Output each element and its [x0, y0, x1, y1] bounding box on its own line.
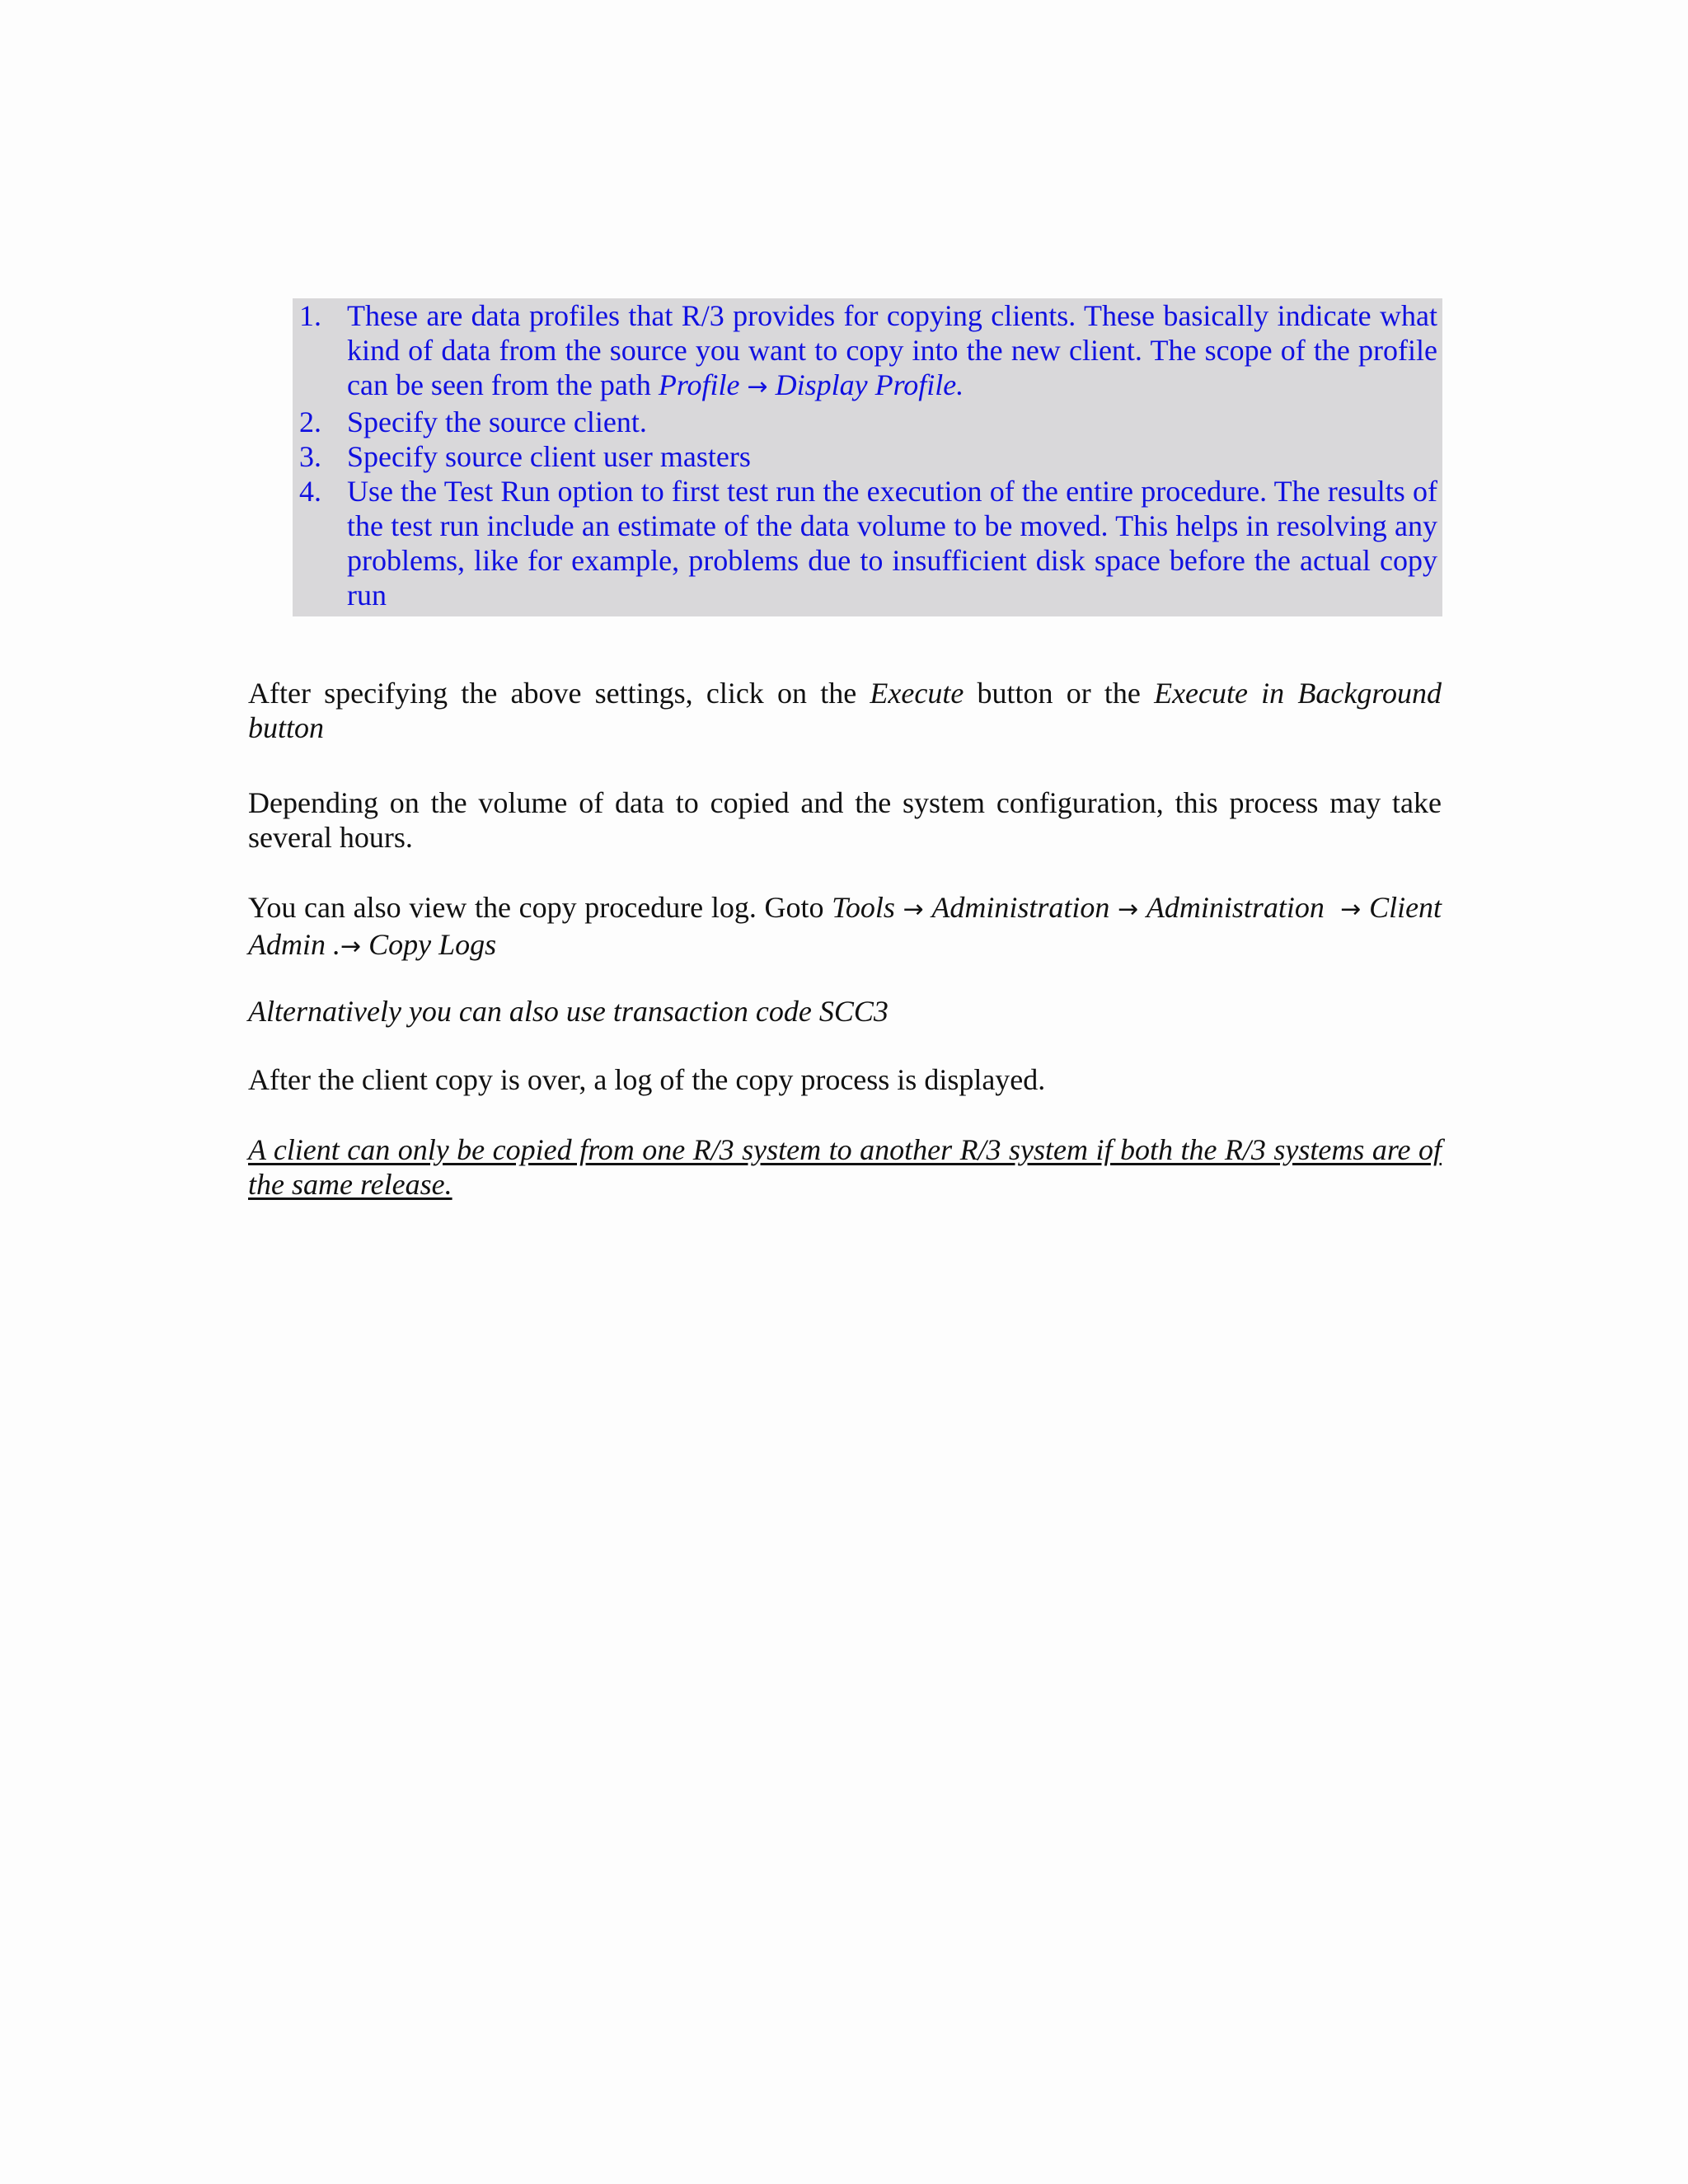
arrow-icon: → — [1340, 895, 1362, 924]
duration-paragraph: Depending on the volume of data to copied and the system configuration, this process may take several hours. — [248, 786, 1442, 854]
arrow-icon: → — [1118, 895, 1139, 924]
list-item — [299, 474, 1437, 612]
list-item-text: Use the Test Run option to first test run the execution of the entire procedure. The results of the test run include an estimate of the data volume to be moved. This helps in resolving any problems, like for example, problems due to insufficient disk space before the actual copy run — [347, 475, 1437, 612]
log-paragraph — [248, 890, 1442, 964]
release-note-paragraph: A client can only be copied from one R/3 system to another R/3 system if both the R/3 systems are of the same release. — [248, 1133, 1442, 1201]
paragraph-text: You can also view the copy procedure log. Goto — [248, 891, 832, 924]
list-item — [299, 439, 1437, 474]
paragraph-text: button or the — [964, 677, 1155, 710]
menu-client-admin: Client Admin . — [248, 891, 1442, 961]
list-number: 4. — [299, 475, 321, 508]
numbered-list — [299, 298, 1437, 612]
execute-term: Execute — [870, 677, 964, 710]
list-item — [299, 405, 1437, 439]
menu-administration: Administration — [931, 891, 1110, 924]
execute-paragraph — [248, 676, 1442, 745]
paragraph-text: After specifying the above settings, click on the — [248, 677, 870, 710]
menu-copy-logs: Copy Logs — [368, 928, 497, 961]
after-copy-paragraph: After the client copy is over, a log of the copy process is displayed. — [248, 1063, 1046, 1096]
highlighted-instruction-list — [293, 298, 1442, 616]
list-item-text: Specify the source client. — [347, 405, 647, 438]
alternative-paragraph: Alternatively you can also use transaction code SCC3 — [248, 995, 889, 1028]
list-item-text: These are data profiles that R/3 provides for copying clients. These basically indicate what kind of data from the source you want to copy into the new client. The scope of the profile can be seen from the path — [347, 299, 1437, 401]
list-item-text: Specify source client user masters — [347, 440, 751, 473]
path-profile: Profile — [658, 368, 740, 401]
execute-background-term: Execute in Background button — [248, 677, 1442, 744]
path-display-profile: Display Profile. — [775, 368, 964, 401]
arrow-icon: → — [747, 373, 768, 401]
list-number: 1. — [299, 299, 321, 332]
list-number: 3. — [299, 440, 321, 473]
arrow-icon: → — [340, 932, 362, 961]
menu-administration: Administration — [1146, 891, 1325, 924]
list-item — [299, 298, 1437, 405]
list-number: 2. — [299, 405, 321, 438]
arrow-icon: → — [903, 895, 924, 924]
menu-tools: Tools — [832, 891, 895, 924]
